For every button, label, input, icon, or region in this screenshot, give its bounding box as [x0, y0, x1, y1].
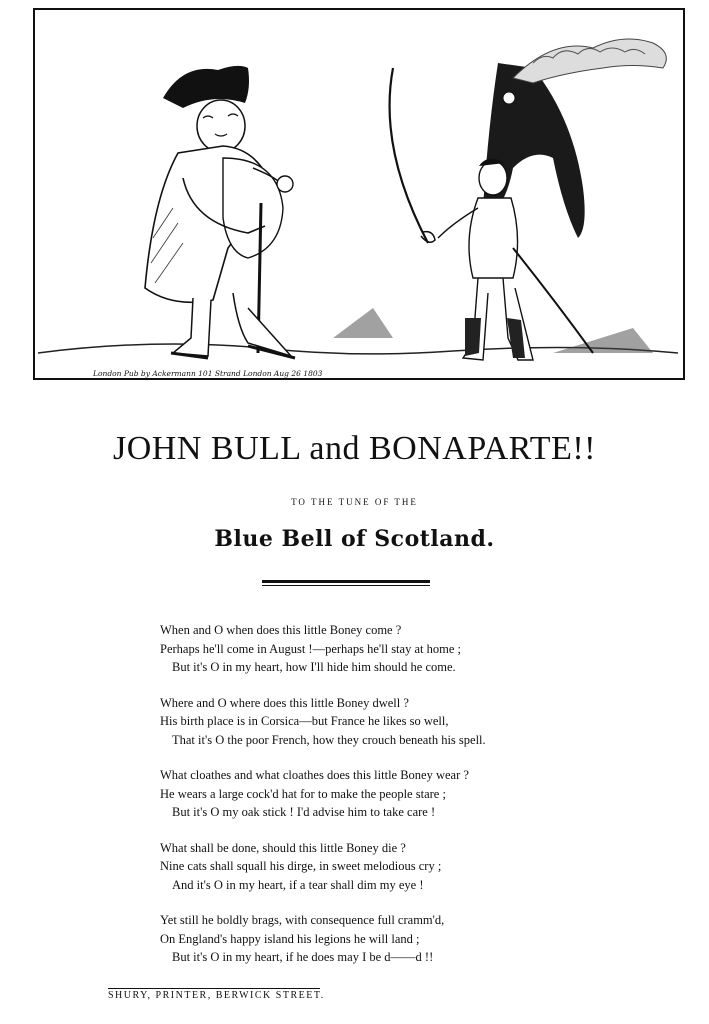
john-bull-tricorn-hat: [163, 66, 249, 108]
title-rule-thick: [262, 580, 430, 583]
sabre: [390, 68, 428, 243]
verse-line: That it's O the poor French, how they crouch beneath his spell.: [172, 732, 486, 747]
john-bull-head: [197, 100, 245, 152]
verse-line: Where and O where does this little Boney dwell ?: [160, 695, 409, 710]
song-verses: [160, 621, 520, 984]
verse-line: Yet still he boldly brags, with consequence full cramm'd,: [160, 913, 445, 927]
verse-line: He wears a large cock'd hat for to make the people stare ;: [160, 786, 446, 801]
verse-line: On England's happy island his legions he will land ;: [160, 931, 420, 946]
stanza: [160, 621, 520, 677]
verse-line: But it's O my oak stick ! I'd advise him to take care !: [172, 805, 436, 819]
verse-line: What shall be done, should this little Boney die ?: [160, 840, 406, 855]
bonaparte-head: [479, 161, 507, 195]
verse-line: What cloathes and what cloathes does this little Boney wear ?: [160, 768, 469, 782]
tune-prefix: TO THE TUNE OF THE: [291, 497, 418, 507]
stanza: [160, 839, 520, 895]
bonaparte-plume: [513, 39, 666, 83]
verse-line: Perhaps he'll come in August !—perhaps he'll stay at home ;: [160, 641, 461, 656]
verse-line: Nine cats shall squall his dirge, in sweet melodious cry ;: [160, 859, 442, 873]
stanza: [160, 694, 520, 750]
john-bull-belly: [223, 158, 283, 258]
tune-name: Blue Bell of Scotland.: [214, 526, 495, 552]
engraved-plate: [33, 8, 685, 388]
printer-imprint: SHURY, PRINTER, BERWICK STREET.: [108, 990, 325, 1001]
title-rule-thin: [262, 585, 430, 586]
stanza: [160, 911, 520, 967]
bonaparte-coat: [469, 198, 518, 278]
stanza: [160, 766, 520, 822]
shadow-left: [333, 308, 393, 338]
verse-line: But it's O in my heart, how I'll hide him should he come.: [172, 660, 456, 674]
bonaparte-boots: [465, 318, 525, 358]
john-bull-figure: [145, 66, 295, 358]
plate-imprint: London Pub by Ackermann 101 Strand London Aug 26 1803: [93, 369, 323, 378]
shadow-right: [553, 328, 653, 353]
broadside-title: JOHN BULL and BONAPARTE!!: [113, 430, 596, 467]
caricature-illustration: [33, 8, 685, 388]
verse-line: And it's O in my heart, if a tear shall dim my eye !: [172, 877, 424, 892]
bonaparte-figure: [390, 39, 667, 360]
verse-line: When and O when does this little Boney come ?: [160, 623, 402, 637]
verse-line: But it's O in my heart, if he does may I be d——d !!: [172, 950, 434, 964]
verse-line: His birth place is in Corsica—but France he likes so well,: [160, 714, 449, 728]
printer-rule: [108, 988, 320, 989]
